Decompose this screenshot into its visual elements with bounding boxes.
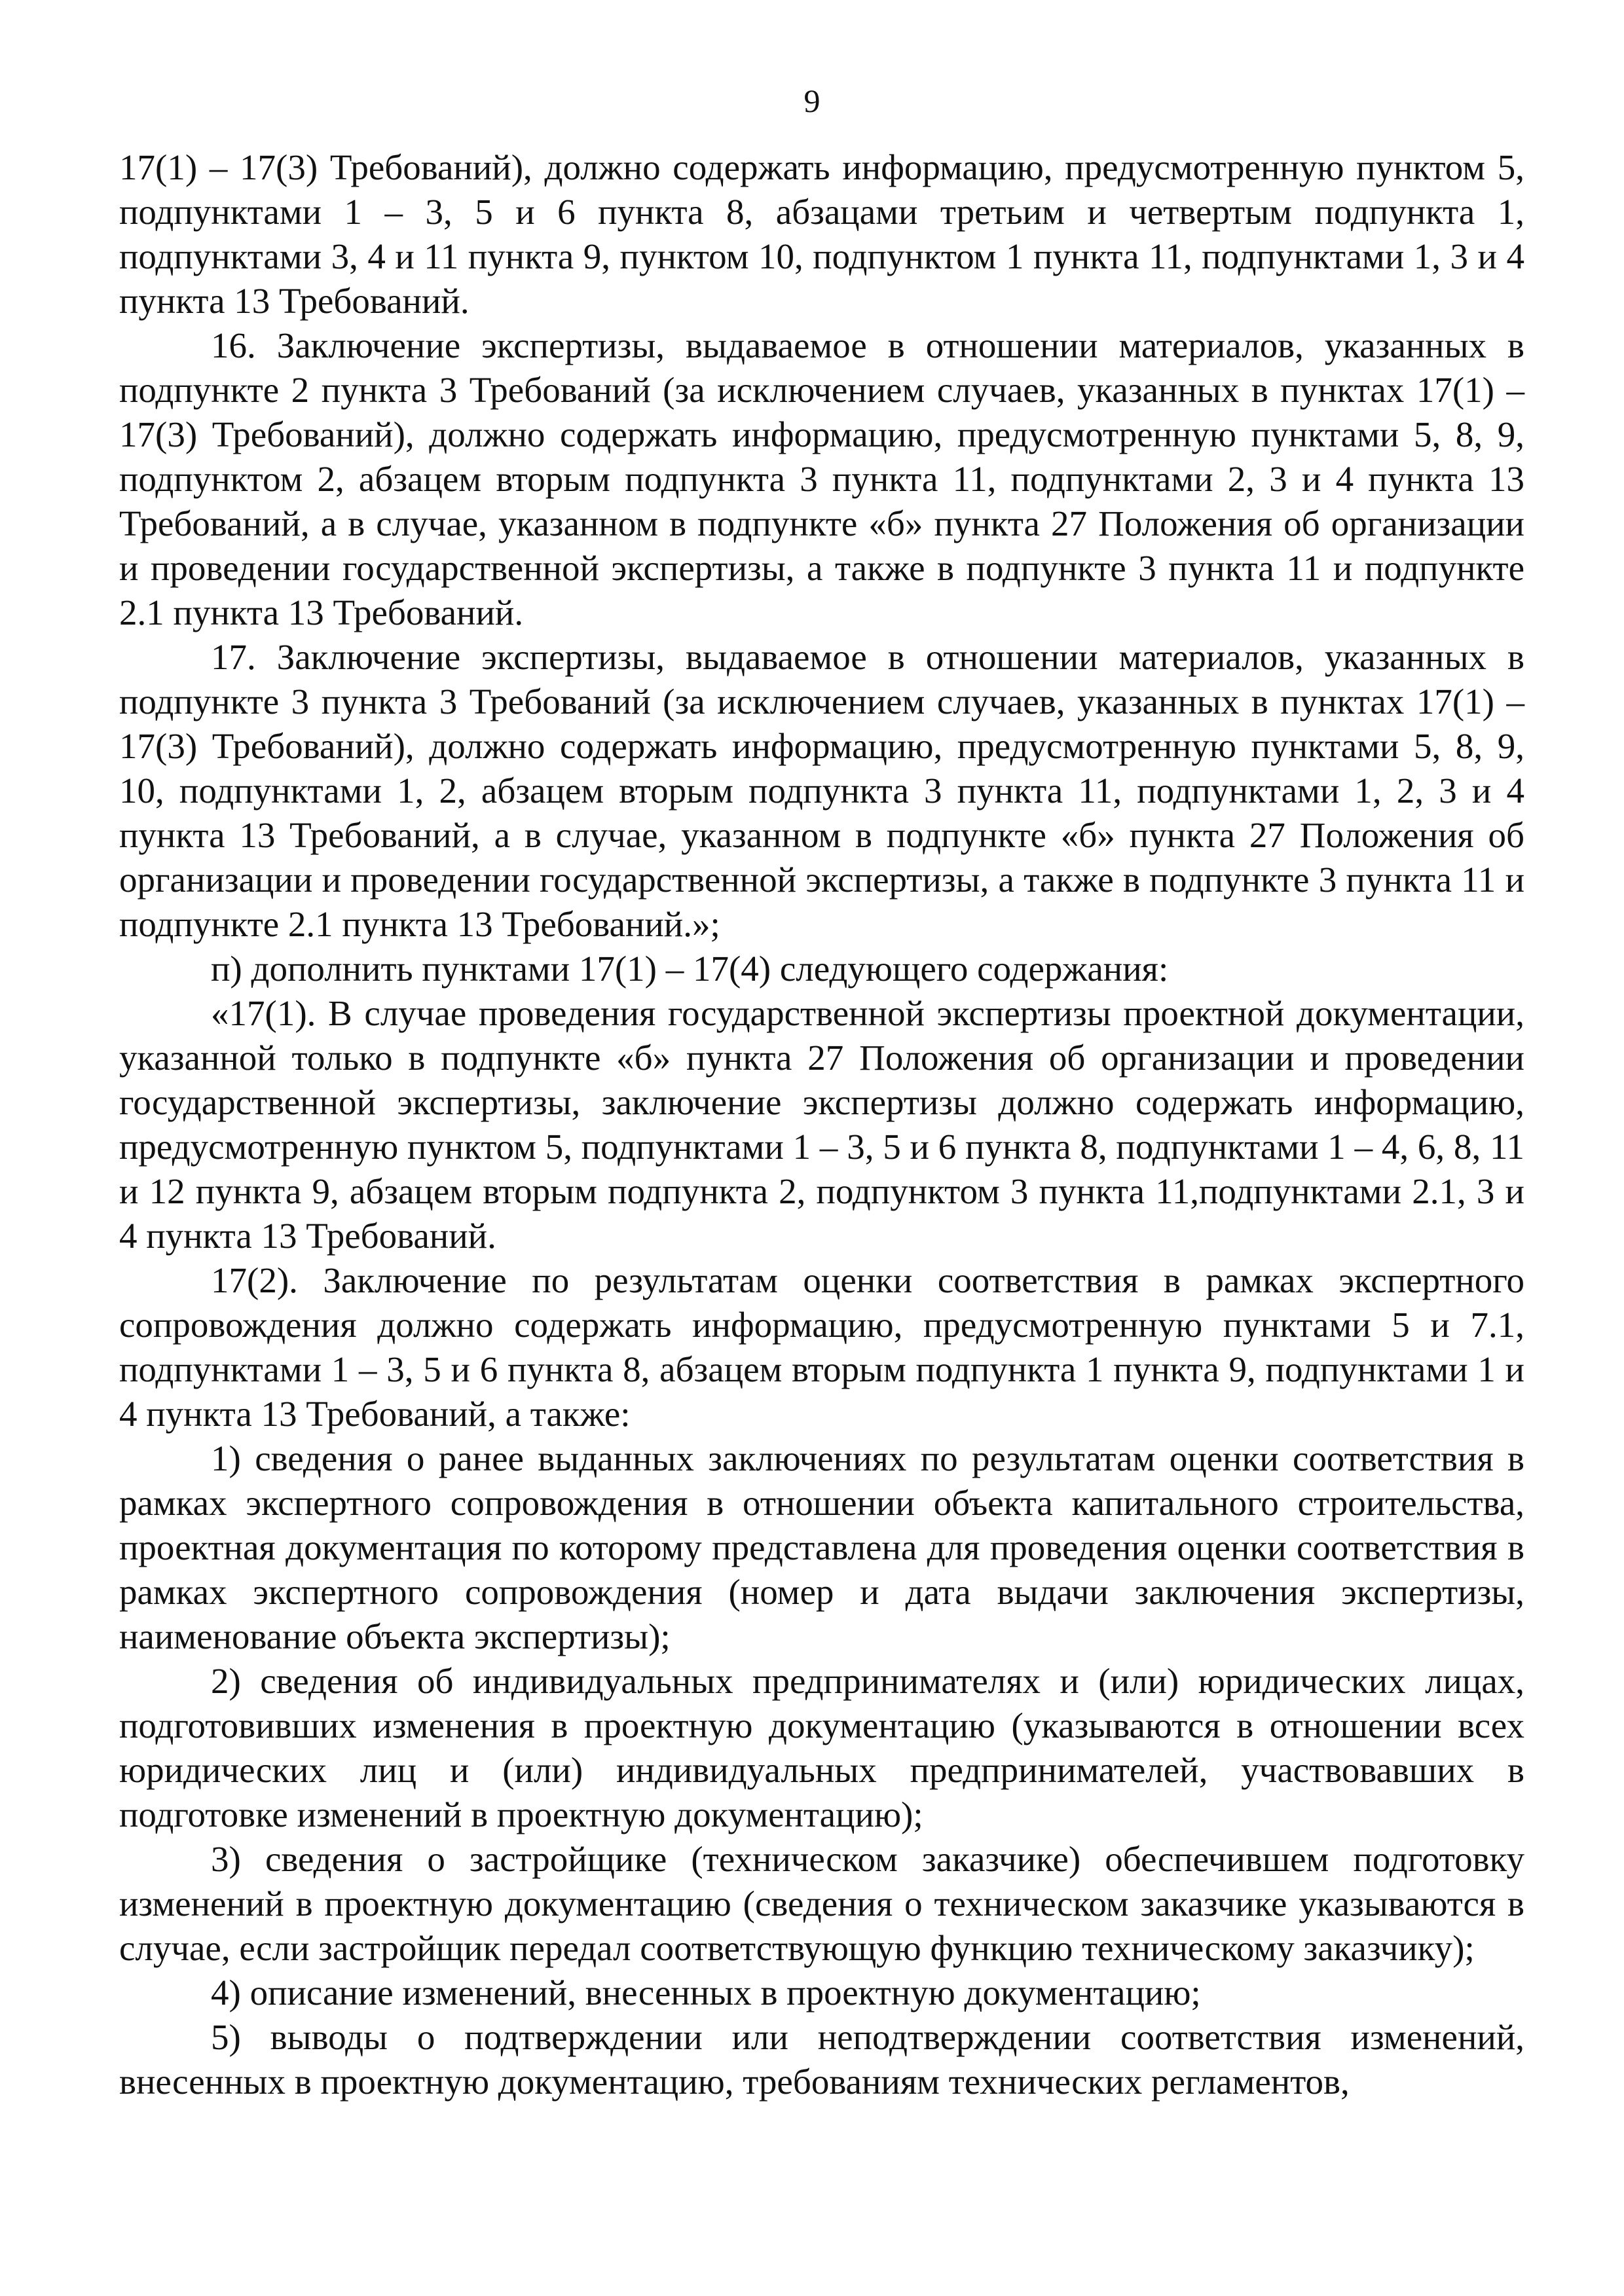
- list-item-1: 1) сведения о ранее выданных заключениях по результатам оценки соответствия в рамках экспертного сопровождения в отношении объекта капитального строительства, проектная документация по которому представлена для проведения оценки соответствия в рамках экспертного сопровождения (номер и дата выдачи заключения экспертизы, наименование объекта экспертизы);: [119, 1438, 1524, 1656]
- paragraph-subitem-p: п) дополнить пунктами 17(1) – 17(4) следующего содержания:: [211, 949, 1169, 989]
- paragraph-item-17-2: 17(2). Заключение по результатам оценки соответствия в рамках экспертного сопровождения должно содержать информацию, предусмотренную пунктами 5 и 7.1, подпунктами 1 – 3, 5 и 6 пункта 8, абзацем вторым подпункта 1 пункта 9, подпунктами 1 и 4 пункта 13 Требований, а также:: [119, 1260, 1524, 1434]
- list-item-5: 5) выводы о подтверждении или неподтверждении соответствия изменений, внесенных в проектную документацию, требованиям технических регламентов,: [119, 2017, 1524, 2102]
- paragraph-item-16: 16. Заключение экспертизы, выдаваемое в отношении материалов, указанных в подпункте 2 пункта 3 Требований (за исключением случаев, указанных в пунктах 17(1) – 17(3) Требований), должно содержать информацию, предусмотренную пунктами 5, 8, 9, подпунктом 2, абзацем вторым подпункта 3 пункта 11, подпунктами 2, 3 и 4 пункта 13 Требований, а в случае, указанном в подпункте «б» пункта 27 Положения об организации и проведении государственной экспертизы, а также в подпункте 3 пункта 11 и подпункте 2.1 пункта 13 Требований.: [119, 325, 1524, 632]
- paragraph-item-17-1: «17(1). В случае проведения государственной экспертизы проектной документации, указанной только в подпункте «б» пункта 27 Положения об организации и проведении государственной экспертизы, заключение экспертизы должно содержать информацию, предусмотренную пунктом 5, подпунктами 1 – 3, 5 и 6 пункта 8, подпунктами 1 – 4, 6, 8, 11 и 12 пункта 9, абзацем вторым подпункта 2, подпунктом 3 пункта 11,подпунктами 2.1, 3 и 4 пункта 13 Требований.: [119, 993, 1524, 1256]
- page-number: 9: [803, 82, 821, 119]
- document-body: [119, 145, 1524, 2104]
- list-item-4: 4) описание изменений, внесенных в проектную документацию;: [211, 1973, 1201, 2013]
- list-item-2: 2) сведения об индивидуальных предпринимателях и (или) юридических лицах, подготовивших изменения в проектную документацию (указываются в отношении всех юридических лиц и (или) индивидуальных предпринимателей, участвовавших в подготовке изменений в проектную документацию);: [119, 1661, 1524, 1834]
- paragraph-item-17: 17. Заключение экспертизы, выдаваемое в отношении материалов, указанных в подпункте 3 пункта 3 Требований (за исключением случаев, указанных в пунктах 17(1) – 17(3) Требований), должно содержать информацию, предусмотренную пунктами 5, 8, 9, 10, подпунктами 1, 2, абзацем вторым подпункта 3 пункта 11, подпунктами 1, 2, 3 и 4 пункта 13 Требований, а в случае, указанном в подпункте «б» пункта 27 Положения об организации и проведении государственной экспертизы, а также в подпункте 3 пункта 11 и подпункте 2.1 пункта 13 Требований.»;: [119, 637, 1524, 944]
- list-item-3: 3) сведения о застройщике (техническом заказчике) обеспечившем подготовку изменений в проектную документацию (сведения о техническом заказчике указываются в случае, если застройщик передал соответствующую функцию техническому заказчику);: [119, 1839, 1524, 1968]
- paragraph-continuation: 17(1) – 17(3) Требований), должно содержать информацию, предусмотренную пунктом 5, подпунктами 1 – 3, 5 и 6 пункта 8, абзацами третьим и четвертым подпункта 1, подпунктами 3, 4 и 11 пункта 9, пунктом 10, подпунктом 1 пункта 11, подпунктами 1, 3 и 4 пункта 13 Требований.: [119, 147, 1524, 321]
